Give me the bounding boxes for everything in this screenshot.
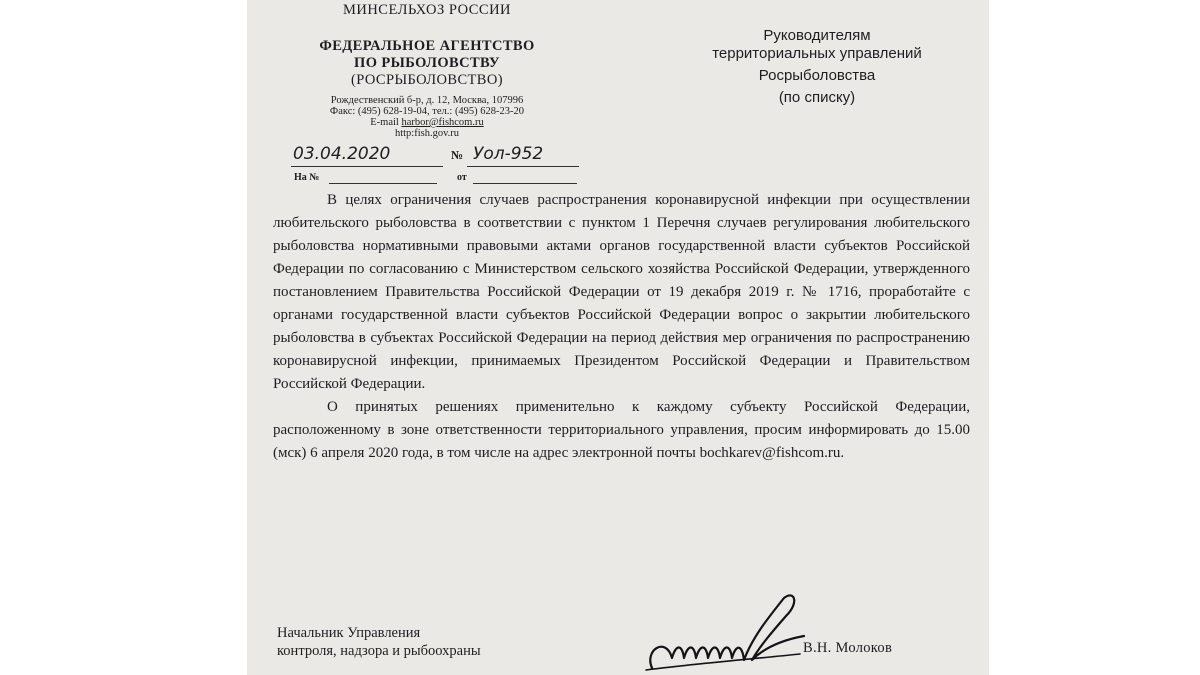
agency-short-name: (РОСРЫБОЛОВСТВО) (351, 72, 503, 88)
from-underline (473, 183, 577, 184)
agency-email-line (307, 117, 547, 128)
date-underline (291, 166, 443, 167)
signatory-name: В.Н. Молоков (803, 640, 893, 656)
agency-phones: Факс: (495) 628-19-04, тел.: (495) 628-23-20 (329, 106, 525, 117)
number-underline (467, 166, 579, 167)
agency-website: http:fish.gov.ru (394, 128, 460, 139)
reference-underline (329, 183, 437, 184)
body-paragraph-1: В целях ограничения случаев распространения коронавирусной инфекции при осуществлении любительского рыболовства в соответствии с пунктом 1 Перечня случаев регулирования любительского рыболовства нормативными правовыми актами органов государственной власти субъектов Российской Федерации по согласованию с Министерством сельского хозяйства Российской Федерации, утвержденного постановлением Правительства Российской Федерации от 19 декабря 2019 г. № 1716, проработайте с органами государственной власти субъектов Российской Федерации вопрос о закрытии любительского рыболовства в субъектах Российской Федерации на период действия мер ограничения по распространению коронавирусной инфекции, принимаемых Президентом Российской Федерации и Правительством Российской Федерации. (273, 192, 970, 392)
recipient-line3: Росрыболовства (758, 67, 876, 84)
body-paragraph-2: О принятых решениях применительно к каждому субъекту Российской Федерации, расположенному в зоне ответственности территориального управления, просим информировать до 15.00 (мск) 6 апреля 2020 года, в том числе на адрес электронной почты bochkarev@fishcom.ru. (273, 399, 970, 461)
agency-email: harbor@fishcom.ru (401, 117, 484, 128)
reference-label: На № (294, 172, 320, 183)
recipient-line4: (по списку) (778, 89, 856, 106)
recipient-line2: территориальных управлений (712, 45, 922, 62)
recipient-line1: Руководителям (763, 27, 871, 44)
from-label: от (457, 172, 467, 183)
ministry-name: МИНСЕЛЬХОЗ РОССИИ (342, 2, 512, 18)
agency-name-line1: ФЕДЕРАЛЬНОЕ АГЕНТСТВО (319, 38, 535, 54)
signatory-title-line1: Начальник Управления (277, 625, 421, 641)
agency-name-line2: ПО РЫБОЛОВСТВУ (354, 55, 500, 71)
handwritten-signature (632, 588, 812, 675)
letter-body (273, 189, 970, 465)
agency-address: Рождественский б-р, д. 12, Москва, 107996 (330, 95, 524, 106)
registration-date: 03.04.2020 (293, 144, 391, 164)
email-label: E-mail (370, 117, 399, 128)
registration-number: Уол-952 (473, 144, 544, 164)
signatory-title-line2: контроля, надзора и рыбоохраны (277, 643, 481, 659)
number-label: № (451, 148, 464, 162)
letter-page (247, 0, 989, 675)
